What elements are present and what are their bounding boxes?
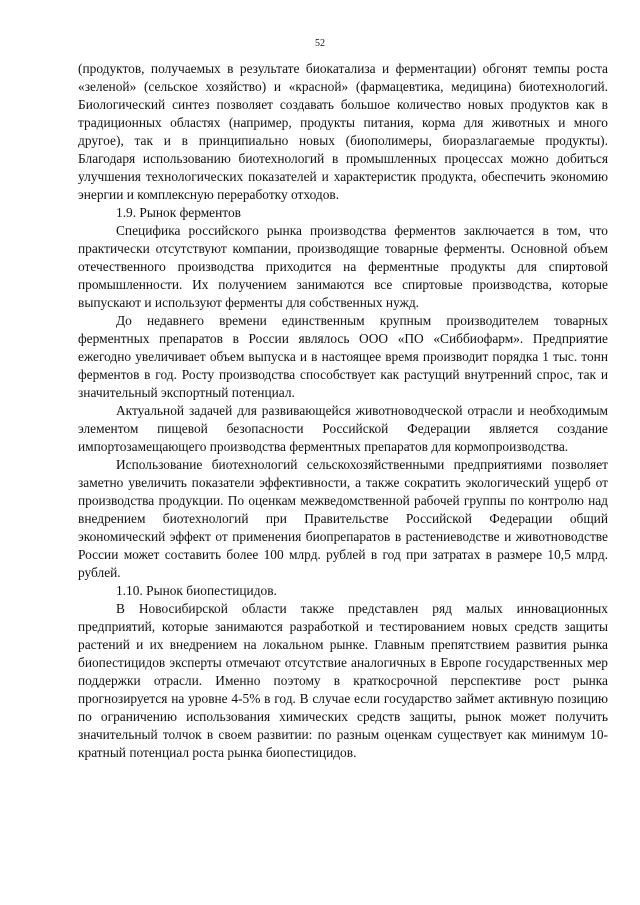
paragraph-biopesticides-novosibirsk: В Новосибирской области также представлен ряд малых инновационных предприятий, которые занимаются разработкой и тестированием новых средств защиты растений и их внедрением на локальном рынке. Главным препятствием развития рынка биопестицидов эксперты отмечают отсутствие аналогичных в Европе государственных мер поддержки отрасли. Именно поэтому в краткосрочной перспективе рост рынка прогнозируется на уровне 4-5% в год. В случае если государство займет активную позицию по ограничению использования химических средств защиты, рынок может получить значительный толчок в своем развитии: по разным оценкам существует как минимум 10-кратный потенциал роста рынка биопестицидов. [78,601,608,760]
section-heading-biopesticide-market: 1.10. Рынок биопестицидов. [116,583,277,598]
paragraph-intro-continuation: (продуктов, получаемых в результате биокатализа и ферментации) обгонят темпы роста «зеленой» (сельское хозяйство) и «красной» (фармацевтика, медицина) биотехнологий. Биологический синтез позволяет создавать большое количество новых продуктов как в традиционных областях (например, продукты питания, корма для животных и много другое), так и в принципиально новых (биополимеры, биоразлагаемые продукты). Благодаря использованию биотехнологий в промышленных процессах можно добиться улучшения технологических показателей и характеристик продукта, обеспечить экономию энергии и комплексную переработку отходов. [78,61,608,202]
page-number: 52 [315,38,325,49]
paragraph-enzyme-specifics: Специфика российского рынка производства ферментов заключается в том, что практически отсутствуют компании, производящие товарные ферменты. Основной объем отечественного производства приходится на ферментные продукты для спиртовой промышленности. Их получением занимаются все спиртовые производства, которые выпускают и используют ферменты для собственных нужд. [78,223,608,310]
document-body [78,60,608,762]
paragraph-livestock-task: Актуальной задачей для развивающейся животноводческой отрасли и необходимым элементом пищевой безопасности Российской Федерации является создание импортозамещающего производства ферментных препаратов для кормопроизводства. [78,403,608,454]
paragraph-sibbiofarm: До недавнего времени единственным крупным производителем товарных ферментных препаратов в России являлось ООО «ПО «Сиббиофарм». Предприятие ежегодно увеличивает объем выпуска и в настоящее время производит порядка 1 тыс. тонн ферментов в год. Росту производства способствует как растущий внутренний спрос, так и значительный экспортный потенциал. [78,313,608,400]
section-heading-enzyme-market: 1.9. Рынок ферментов [116,205,241,220]
paragraph-agri-biotech-effect: Использование биотехнологий сельскохозяйственными предприятиями позволяет заметно увеличить показатели эффективности, а также сократить экологический ущерб от производства продукции. По оценкам межведомственной рабочей группы по контролю над внедрением биотехнологий при Правительстве Российской Федерации общий экономический эффект от применения биопрепаратов в растениеводстве и животноводстве России может составить более 100 млрд. рублей в год при затратах в размере 10,5 млрд. рублей. [78,457,608,580]
